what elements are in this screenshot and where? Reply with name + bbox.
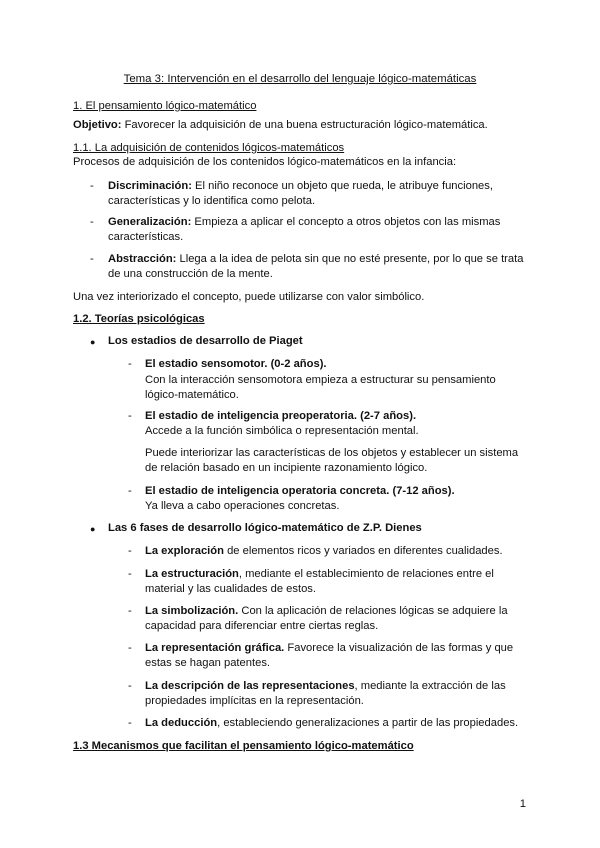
phase-label: La deducción <box>145 717 218 729</box>
phase-text: , mediante la extracción de las <box>354 680 506 692</box>
phase-label: La estructuración <box>145 568 239 580</box>
stage-text: lógico-matemático. <box>145 389 239 401</box>
stage-text: Ya lleva a cabo operaciones concretas. <box>145 500 340 512</box>
objective-label: Objetivo: <box>73 119 122 131</box>
item-label: Discriminación: <box>108 180 192 192</box>
item-text: El niño reconoce un objeto que rueda, le atribuye funciones, <box>191 180 493 192</box>
phase-label: La descripción de las representaciones <box>145 680 355 692</box>
item-text-cont: características y lo identifica como pelota. <box>108 195 316 207</box>
stage-text: de relación basado en un incipiente razonamiento lógico. <box>145 462 428 474</box>
bullet-icon: ● <box>90 524 96 534</box>
section-1-1-heading: 1.1. La adquisición de contenidos lógicos-matemáticos <box>73 142 345 154</box>
dienes-heading: Las 6 fases de desarrollo lógico-matemático de Z.P. Dienes <box>108 522 422 534</box>
section-1-2-heading: 1.2. Teorías psicológicas <box>73 313 205 325</box>
list-dash: - <box>128 642 132 654</box>
phase-item <box>145 716 518 731</box>
phase-text-cont: estas se hagan patentes. <box>145 657 271 669</box>
phase-text: Con la aplicación de relaciones lógicas se adquiere la <box>238 605 508 617</box>
list-item <box>108 215 500 230</box>
section-1-1-intro: Procesos de adquisición de los contenidos lógico-matemáticos en la infancia: <box>73 156 457 168</box>
phase-item <box>145 544 503 559</box>
section-1-heading: 1. El pensamiento lógico-matemático <box>73 100 257 112</box>
objective-text: Favorecer la adquisición de una buena estructuración lógico-matemática. <box>121 119 488 131</box>
item-label: Abstracción: <box>108 253 177 265</box>
list-dash: - <box>128 410 132 422</box>
phase-text-cont: material y las cualidades de estos. <box>145 583 317 595</box>
section-1-3-heading: 1.3 Mecanismos que facilitan el pensamiento lógico-matemático <box>73 740 414 752</box>
section-1-1-closing: Una vez interiorizado el concepto, puede utilizarse con valor simbólico. <box>73 291 425 303</box>
phase-text: de elementos ricos y variados en diferentes cualidades. <box>223 545 503 557</box>
page-number: 1 <box>519 798 526 810</box>
list-dash: - <box>90 216 94 228</box>
item-text-cont: características. <box>108 231 184 243</box>
list-dash: - <box>90 253 94 265</box>
item-label: Generalización: <box>108 216 192 228</box>
stage-text: Puede interiorizar las características de los objetos y establecer un sistema <box>145 447 519 459</box>
stage-text: Con la interacción sensomotora empieza a estructurar su pensamiento <box>145 374 496 386</box>
list-dash: - <box>128 680 132 692</box>
phase-item <box>145 679 506 694</box>
phase-label: La representación gráfica. <box>145 642 285 654</box>
phase-label: La exploración <box>145 545 224 557</box>
phase-item <box>145 604 508 619</box>
phase-item <box>145 567 494 582</box>
list-dash: - <box>128 485 132 497</box>
item-text: Llega a la idea de pelota sin que no esté presente, por lo que se trata <box>176 253 524 265</box>
stage-title: El estadio sensomotor. (0-2 años). <box>145 358 327 370</box>
phase-text-cont: propiedades implícitas en la representación. <box>145 695 364 707</box>
phase-item <box>145 641 513 656</box>
piaget-heading: Los estadios de desarrollo de Piaget <box>108 335 303 347</box>
bullet-icon: ● <box>90 337 96 347</box>
document-title: Tema 3: Intervención en el desarrollo del lenguaje lógico-matemáticas <box>123 73 477 85</box>
phase-text: Favorece la visualización de las formas y que <box>284 642 514 654</box>
list-dash: - <box>128 717 132 729</box>
list-item <box>108 252 523 267</box>
list-dash: - <box>128 545 132 557</box>
list-dash: - <box>128 358 132 370</box>
phase-text: , mediante el establecimiento de relaciones entre el <box>238 568 494 580</box>
phase-text: , estableciendo generalizaciones a partir de las propiedades. <box>217 717 519 729</box>
list-dash: - <box>128 605 132 617</box>
list-item <box>108 179 493 194</box>
item-text-cont: de una construcción de la mente. <box>108 268 273 280</box>
phase-label: La simbolización. <box>145 605 239 617</box>
phase-text-cont: capacidad para diferenciar entre ciertas reglas. <box>145 620 379 632</box>
stage-title: El estadio de inteligencia operatoria concreta. (7-12 años). <box>145 485 455 497</box>
stage-title: El estadio de inteligencia preoperatoria. (2-7 años). <box>145 410 417 422</box>
list-dash: - <box>128 568 132 580</box>
list-dash: - <box>90 180 94 192</box>
stage-text: Accede a la función simbólica o representación mental. <box>145 425 419 437</box>
objective-line <box>73 118 488 133</box>
item-text: Empieza a aplicar el concepto a otros objetos con las mismas <box>191 216 501 228</box>
